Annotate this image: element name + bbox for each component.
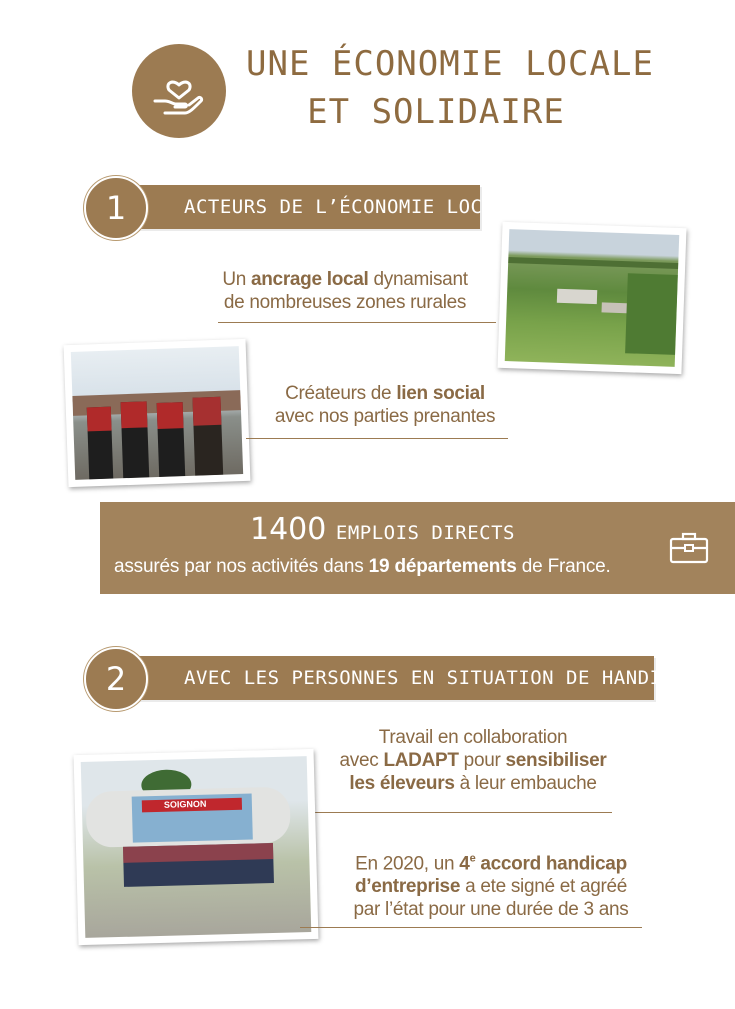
ladapt-text: Travail en collaboration avec LADAPT pour sensibiliser les éleveurs à leur embauche [339, 727, 607, 794]
social-link-text: Créateurs de lien social avec nos parties prenantes [274, 383, 496, 427]
section2-title: AVEC LES PERSONNES EN SITUATION DE HANDICAP [184, 667, 698, 689]
jobs-stat-headline: 1400 EMPLOIS DIRECTS [250, 512, 515, 547]
jobs-stat-band [100, 502, 735, 594]
divider [218, 322, 496, 323]
local-anchoring-text: Un ancrage local dynamisant de nombreuses zones rurales [222, 269, 468, 313]
section1-title: ACTEURS DE L’ÉCONOMIE LOCALE [184, 196, 519, 218]
farmers-photo [64, 339, 251, 487]
divider [300, 927, 642, 928]
section2-number: 2 [84, 647, 148, 711]
briefcase-icon [669, 532, 709, 564]
disability-partnership-photo [74, 749, 319, 945]
section1-number: 1 [84, 176, 148, 240]
heart-hand-icon [132, 44, 226, 138]
page-title: UNE ÉCONOMIE LOCALE ET SOLIDAIRE [246, 44, 654, 132]
divider [246, 438, 508, 439]
divider [300, 812, 612, 813]
aerial-photo [498, 222, 687, 374]
jobs-stat-detail: assurés par nos activités dans 19 départements de France. [114, 556, 611, 577]
section1-banner [112, 185, 519, 229]
truck-brand-label: SOIGNON [163, 798, 207, 810]
section2-banner [112, 656, 698, 700]
disability-agreement-text: En 2020, un 4e accord handicap d’entreprise a ete signé et agréé par l’état pour une durée de 3 ans [353, 853, 629, 921]
